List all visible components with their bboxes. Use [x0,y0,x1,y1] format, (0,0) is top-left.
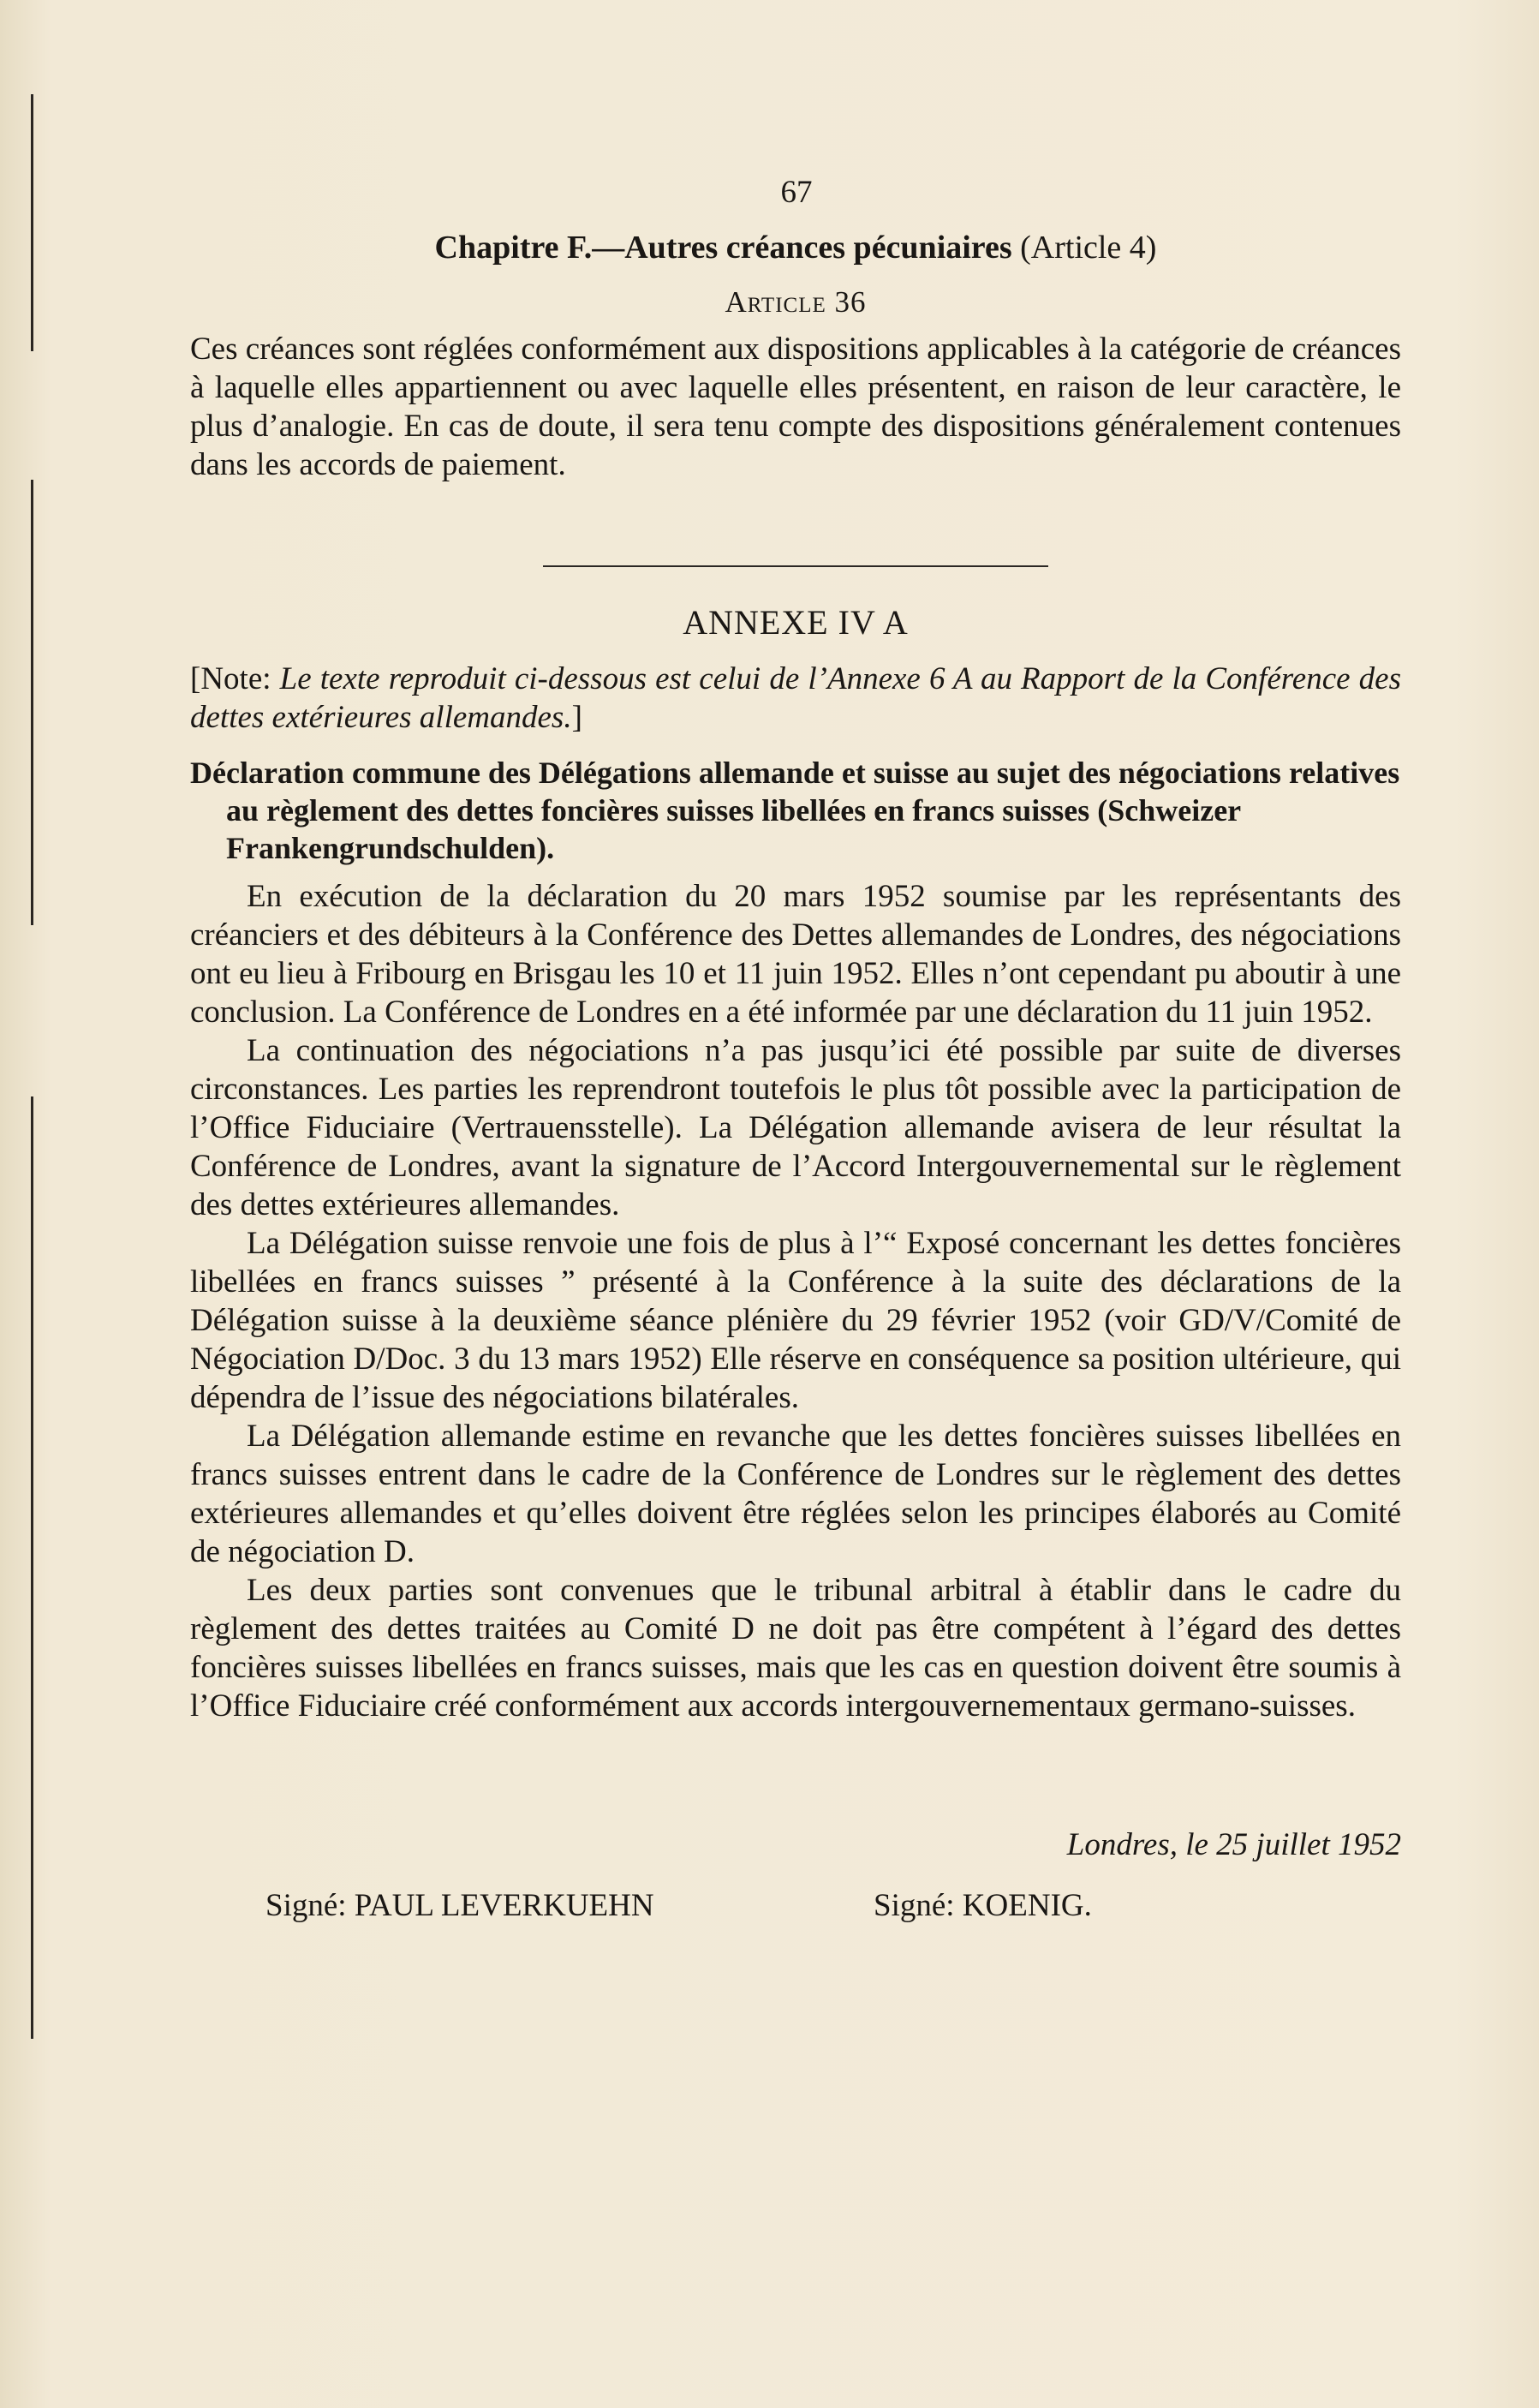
article-paragraph: Ces créances sont réglées conformément aux dispositions applicables à la catégorie de créances à laquelle elles appartiennent ou avec laquelle elles présentent, en raison de leur caractère, le plus d’analogie. En cas de doute, il sera tenu compte des dispositions généralement contenues dans les accords de paiement. [190,332,1401,482]
spine-edge [31,94,33,351]
note-prefix: [Note: [190,661,280,696]
article-body [190,330,1401,484]
body-paragraph: Les deux parties sont convenues que le tribunal arbitral à établir dans le cadre du règlement des dettes traitées au Comité D ne doit pas être compétent à l’égard des dettes foncières suisses libellées en francs suisses, mais que les cas en question doivent être soumis à l’Office Fiduciaire créé conformément aux accords intergouvernementaux germano-suisses. [190,1573,1401,1724]
note-paragraph [190,660,1401,737]
spine-edge [31,1096,33,2039]
note-text: Le texte reproduit ci-dessous est celui de l’Annexe 6 A au Rapport de la Conférence des dettes extérieures allemandes. [190,661,1401,735]
article-heading: Article 36 [725,285,867,319]
signature-koenig: Signé: KOENIG. [874,1888,1092,1923]
signature-leverkuehn: Signé: PAUL LEVERKUEHN [265,1888,654,1923]
chapter-article-ref: (Article 4) [1020,230,1157,266]
chapter-heading [190,229,1401,266]
page-number: 67 [780,175,813,210]
body-paragraph: La Délégation suisse renvoie une fois de plus à l’“ Exposé concernant les dettes foncières libellées en francs suisses ” présenté à la Conférence à la suite des déclarations de la Délégation suisse à la deuxième séance plénière du 29 février 1952 (voir GD/V/Comité de Négociation D/Doc. 3 du 13 mars 1952) Elle réserve en conséquence sa position ultérieure, qui dépendra de l’issue des négociations bilatérales. [190,1226,1401,1415]
chapter-label: Chapitre F.—Autres créances pécuniaires [434,230,1012,266]
declaration-body [190,877,1401,1725]
body-paragraph: La continuation des négociations n’a pas jusqu’ici été possible par suite de diverses circonstances. Les parties les reprendront toutefois le plus tôt possible avec la participation de l’Office Fiduciaire (Vertrauensstelle). La Délégation allemande avisera de leur résultat la Conférence de Londres, avant la signature de l’Accord Intergouvernemental sur le règlement des dettes extérieures allemandes. [190,1033,1401,1222]
annex-title: ANNEXE IV A [683,603,909,642]
note-suffix: ] [571,700,582,735]
place-date: Londres, le 25 juillet 1952 [1066,1827,1401,1862]
section-divider [543,565,1048,567]
body-paragraph: En exécution de la déclaration du 20 mars 1952 soumise par les représentants des créanciers et des débiteurs à la Conférence des Dettes allemandes de Londres, des négociations ont eu lieu à Fribourg en Brisgau les 10 et 11 juin 1952. Elles n’ont cependant pu aboutir à une conclusion. La Conférence de Londres en a été informée par une déclaration du 11 juin 1952. [190,879,1401,1030]
declaration-title: Déclaration commune des Délégations allemande et suisse au sujet des négociations relatives au règlement des dettes foncières suisses libellées en francs suisses (Schweizer Frankengrundschulden). [190,756,1400,865]
editor-note [190,660,1401,737]
body-paragraph: La Délégation allemande estime en revanche que les dettes foncières suisses libellées en francs suisses entrent dans le cadre de la Conférence de Londres sur le règlement des dettes extérieures allemandes et qu’elles doivent être réglées selon les principes élaborés au Comité de négociation D. [190,1419,1401,1569]
spine-edge [31,480,33,925]
